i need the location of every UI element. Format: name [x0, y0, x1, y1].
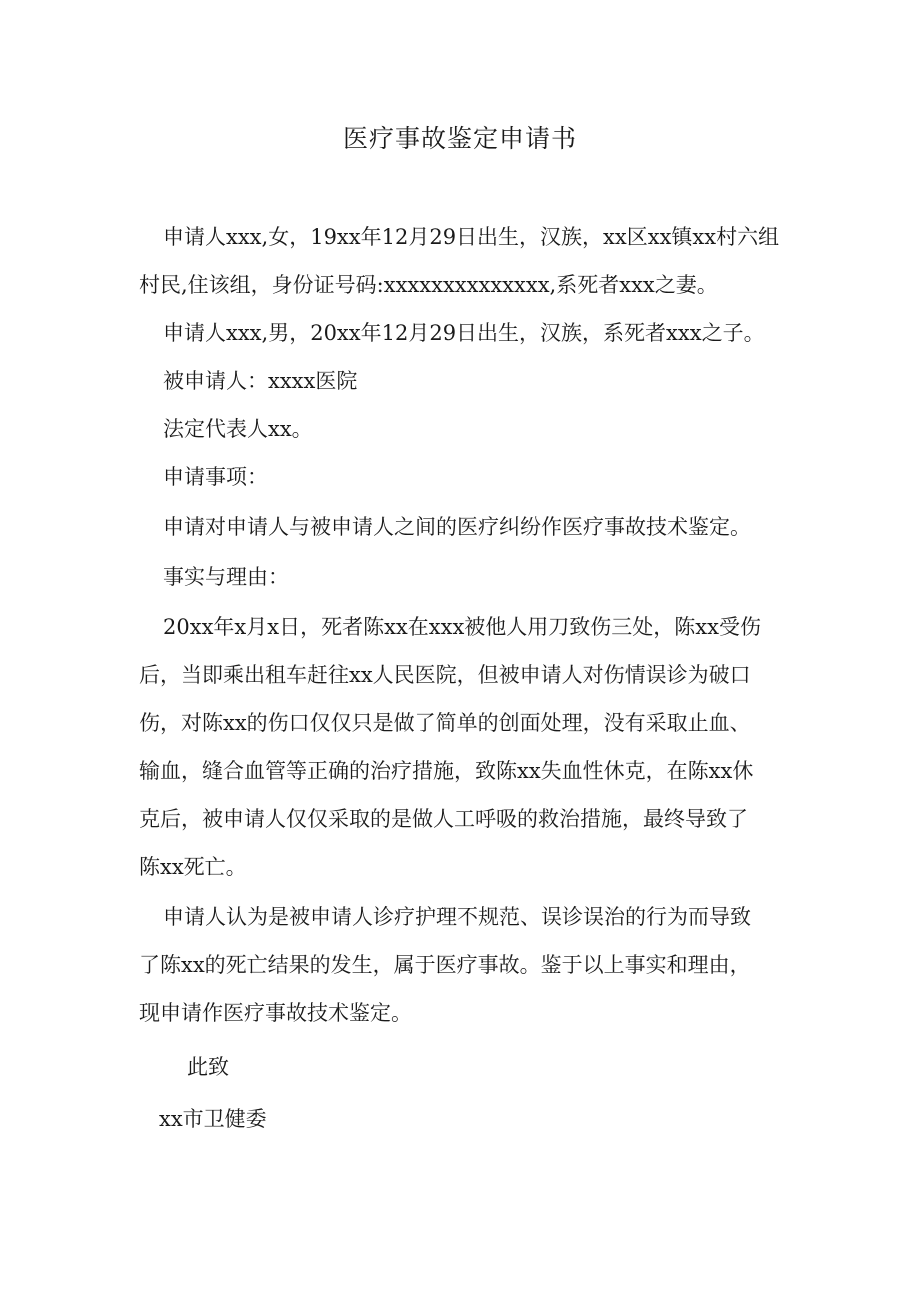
closing-salutation: 此致 — [187, 1055, 229, 1079]
request-heading: 申请事项： — [163, 465, 268, 489]
conclusion-line-2: 了陈xx的死亡结果的发生，属于医疗事故。鉴于以上事实和理由， — [139, 953, 751, 977]
applicant-1-line-2: 村民,住该组，身份证号码:xxxxxxxxxxxxxx,系死者xxx之妻。 — [139, 273, 718, 297]
legal-representative-line: 法定代表人xx。 — [163, 417, 313, 441]
facts-line-1: 20xx年x月x日，死者陈xx在xxx被他人用刀致伤三处，陈xx受伤 — [163, 615, 761, 639]
conclusion-line-3: 现申请作医疗事故技术鉴定。 — [139, 1001, 412, 1025]
respondent-line: 被申请人：xxxx医院 — [163, 369, 358, 393]
conclusion-line-1: 申请人认为是被申请人诊疗护理不规范、误诊误治的行为而导致 — [163, 905, 751, 929]
applicant-2-line: 申请人xxx,男，20xx年12月29日出生，汉族，系死者xxx之子。 — [163, 321, 765, 345]
facts-line-4: 输血，缝合血管等正确的治疗措施，致陈xx失血性休克，在陈xx休 — [139, 759, 754, 783]
facts-line-3: 伤，对陈xx的伤口仅仅只是做了简单的创面处理，没有采取止血、 — [139, 711, 751, 735]
recipient-line: xx市卫健委 — [159, 1107, 267, 1131]
facts-heading: 事实与理由： — [163, 565, 289, 589]
facts-line-5: 克后，被申请人仅仅采取的是做人工呼吸的救治措施，最终导致了 — [139, 807, 748, 831]
facts-line-6: 陈xx死亡。 — [139, 855, 247, 879]
facts-line-2: 后，当即乘出租车赶往xx人民医院，但被申请人对伤情误诊为破口 — [139, 663, 751, 687]
request-content: 申请对申请人与被申请人之间的医疗纠纷作医疗事故技术鉴定。 — [163, 515, 751, 539]
applicant-1-line-1: 申请人xxx,女，19xx年12月29日出生，汉族，xx区xx镇xx村六组 — [163, 225, 780, 249]
document-title: 医疗事故鉴定申请书 — [342, 124, 577, 153]
